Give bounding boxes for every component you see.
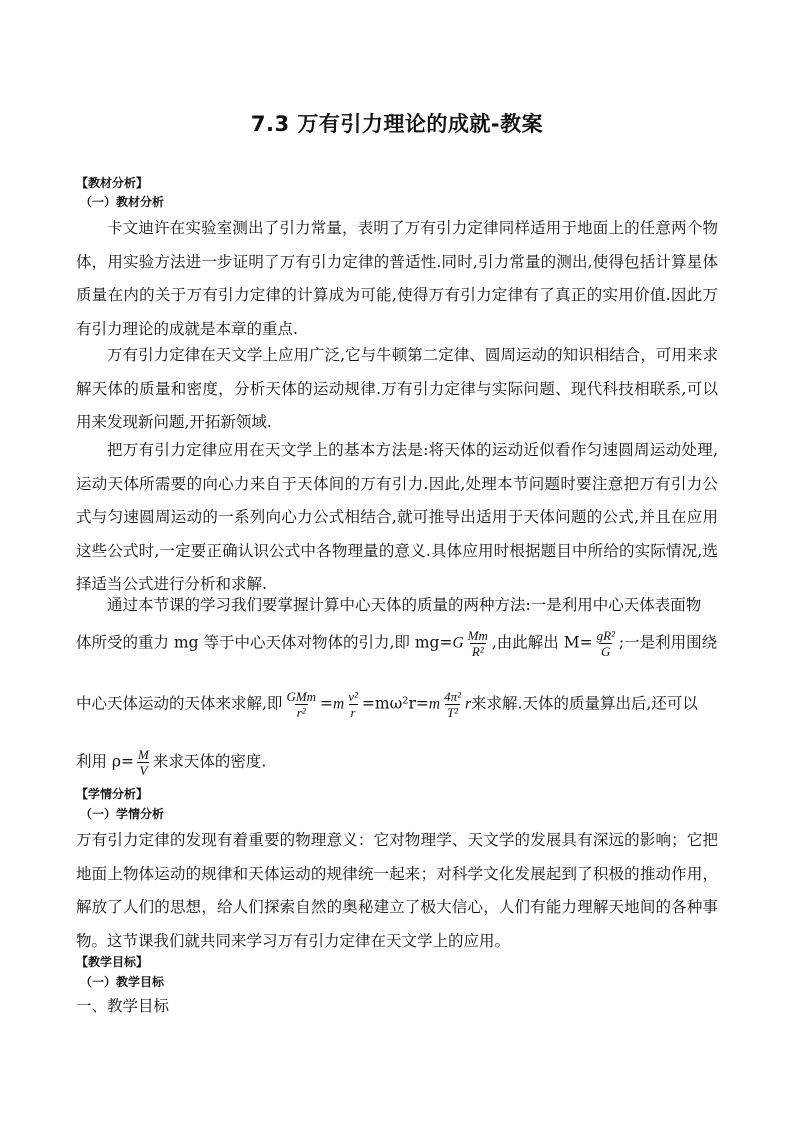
formula-denominator: r [350, 705, 356, 720]
formula-numerator: v² [348, 689, 358, 704]
formula-fraction [284, 689, 318, 720]
formula-numerator: 4π² [444, 689, 461, 704]
method-text: 来求天体的密度. [152, 752, 267, 771]
subsection-heading-goal: （一）教学目标 [80, 975, 165, 989]
paragraph-material-2: 万有引力定律在天文学上应用广泛,它与牛顿第二定律、圆周运动的知识相结合，可用来求解天体的质量和密度，分析天体的运动规律.万有引力定律与实际问题、现代科技相联系,可以用来发现新问题,开拓新领域. [76, 346, 718, 431]
formula-symbol: G [452, 634, 464, 652]
formula-denominator: V [139, 763, 148, 778]
goal-item: 一、教学目标 [76, 997, 170, 1015]
formula-fraction [346, 689, 360, 720]
paragraph-method-line2 [76, 628, 718, 659]
section-heading-student: 【学情分析】 [76, 787, 149, 801]
paragraph-material-3: 把万有引力定律应用在天文学上的基本方法是:将天体的运动近似看作匀速圆周运动处理,运动天体所需要的向心力来自于天体间的万有引力.因此,处理本节问题时要注意把万有引力公式与匀速圆周运动的一系列向心力公式相结合,就可推导出适用于天体问题的公式,并且在应用这些公式时,一定要正确认识公式中各物理量的意义.具体应用时根据题目中所给的实际情况,选择适当公式进行分析和求解. [76, 441, 718, 593]
paragraph-method-line4 [76, 747, 718, 778]
formula-symbol: m [428, 695, 441, 713]
formula-numerator: GMm [286, 689, 317, 704]
formula-numerator: M [138, 747, 149, 762]
formula-denominator: r² [296, 705, 306, 720]
method-text: ,由此解出 M= [491, 633, 593, 652]
formula-denominator: G [601, 644, 611, 659]
page-title: 7.3 万有引力理论的成就-教案 [250, 112, 544, 136]
section-heading-goal: 【教学目标】 [76, 955, 149, 969]
method-text: =mω²r= [361, 694, 429, 713]
formula-numerator: Mm [467, 628, 488, 643]
method-text: 来求解.天体的质量算出后,还可以 [471, 694, 698, 713]
formula-fraction [595, 628, 617, 659]
method-text: 中心天体运动的天体来求解,即 [76, 694, 283, 713]
paragraph-method-line1: 通过本节课的学习我们要掌握计算中心天体的质量的两种方法:一是利用中心天体表面物 [107, 596, 702, 614]
formula-fraction [466, 628, 490, 659]
paragraph-material-1: 卡文迪许在实验室测出了引力常量，表明了万有引力定律同样适用于地面上的任意两个物体，用实验方法进一步证明了万有引力定律的普适性.同时,引力常量的测出,使得包括计算星体质量在内的关于万有引力定律的计算成为可能,使得万有引力定律有了真正的实用价值.因此万有引力理论的成就是本章的重点. [76, 219, 718, 338]
formula-denominator: T² [446, 705, 459, 720]
subsection-heading-material: （一）教材分析 [80, 195, 165, 209]
formula-fraction [442, 689, 463, 720]
paragraph-method-line3: 中心天体运动的天体来求解,即 $\frac{\text{GMm}}{\text{r²}}$ =m $\frac{\text{v²}}{r}$ =mω²r=m $\frac{\text{4π²}}{\text{T²}}$ r来求解.天体的质量算出后,还可以 [76, 689, 698, 720]
subsection-heading-student: （一）学情分析 [80, 807, 165, 821]
formula-numerator: gR² [596, 628, 615, 643]
formula-denominator: R² [471, 644, 484, 659]
formula-symbol: m [333, 695, 345, 713]
paragraph-student: 万有引力定律的发现有着重要的物理意义：它对物理学、天文学的发展具有深远的影响；它把地面上物体运动的规律和天体运动的规律统一起来；对科学文化发展起到了积极的推动作用，解放了人们的思想，给人们探索自然的奥秘建立了极大信心，人们有能力理解天地间的各种事物。这节课我们就共同来学习万有引力定律在天文学上的应用。 [76, 831, 718, 950]
method-text: ;一是利用围绕 [618, 633, 718, 652]
method-text: 利用 ρ= [76, 752, 135, 771]
formula-fraction [136, 747, 151, 778]
method-text: 体所受的重力 mg 等于中心天体对物体的引力,即 mg= [76, 633, 453, 652]
formula-symbol: r [464, 695, 472, 713]
section-heading-material: 【教材分析】 [76, 176, 149, 190]
